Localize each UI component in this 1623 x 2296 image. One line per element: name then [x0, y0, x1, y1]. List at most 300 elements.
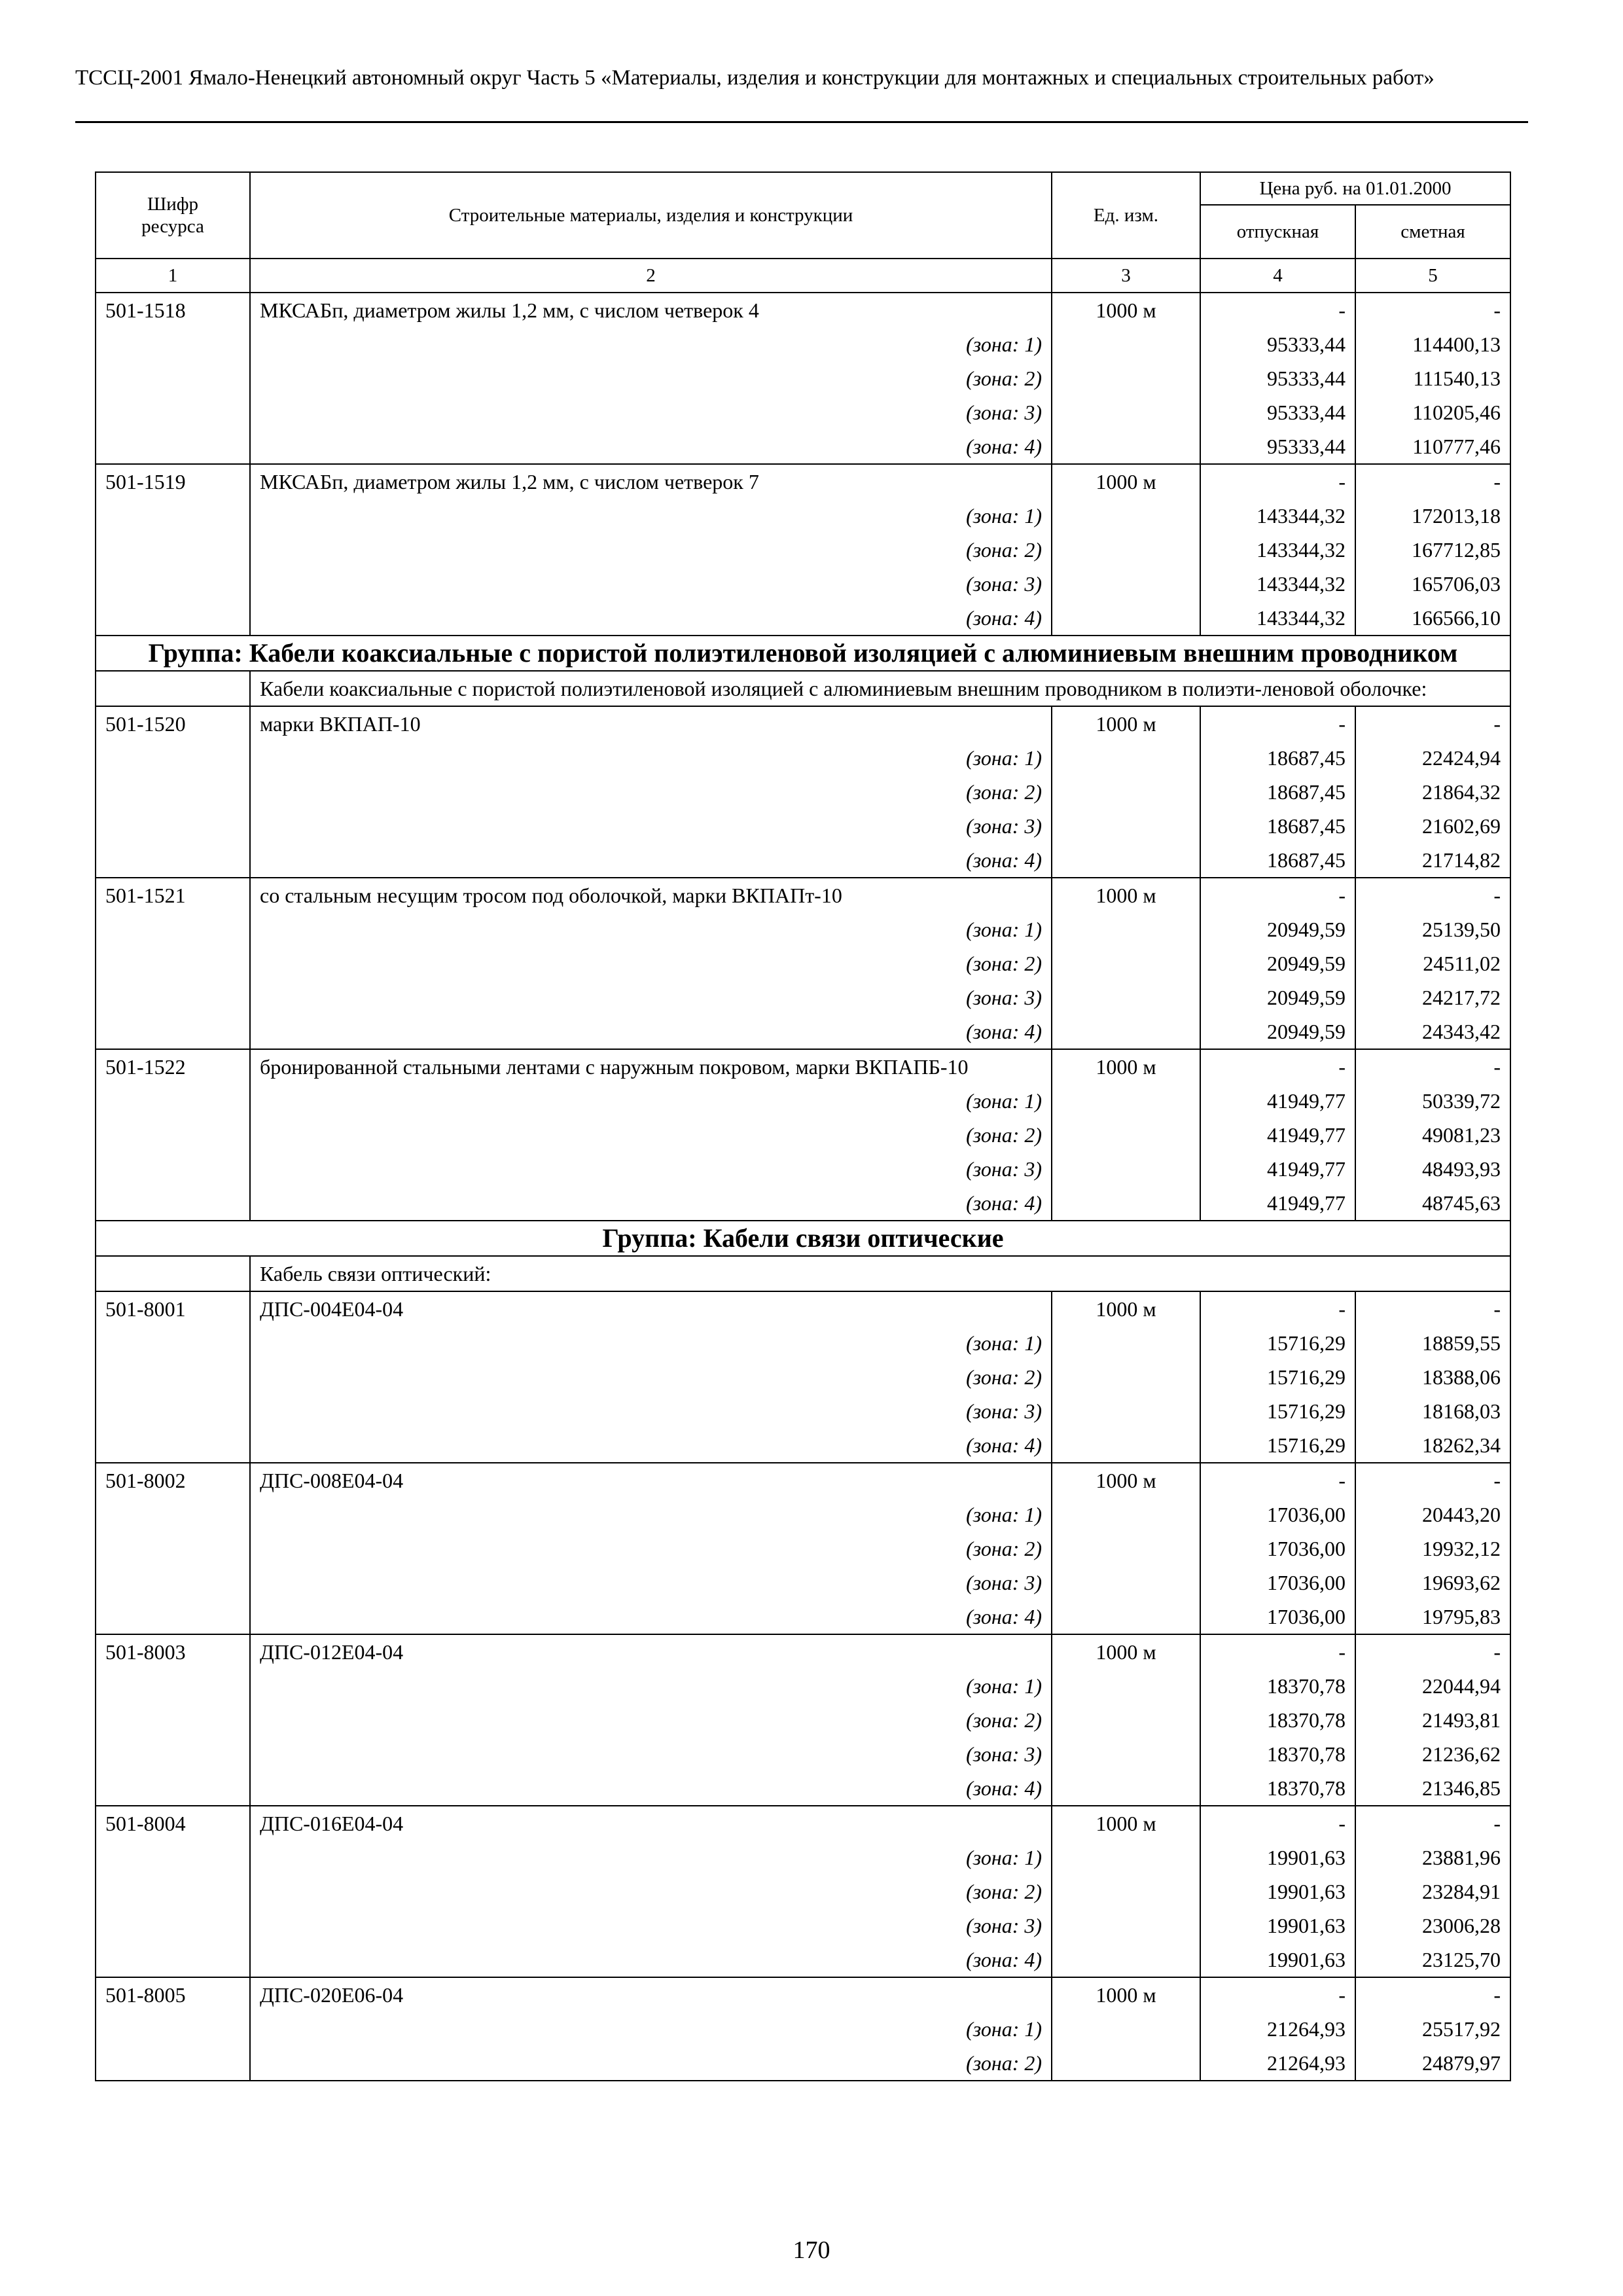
release-price: 17036,00: [1200, 1600, 1355, 1634]
col-header-estimate: сметная: [1355, 205, 1510, 259]
unit-cell: 1000 м: [1052, 1291, 1200, 1326]
estimate-price: 114400,13: [1355, 327, 1510, 361]
release-price: 15716,29: [1200, 1326, 1355, 1360]
code-cell: [96, 741, 250, 775]
code-cell: [96, 809, 250, 843]
group-description-row: [96, 671, 1510, 706]
zone-label: (зона: 4): [250, 429, 1052, 464]
zone-row: [96, 533, 1510, 567]
release-price: 17036,00: [1200, 1532, 1355, 1566]
zone-label: (зона: 1): [250, 741, 1052, 775]
unit-cell: 1000 м: [1052, 878, 1200, 912]
zone-label: (зона: 1): [250, 912, 1052, 946]
resource-name: ДПС-020Е06-04: [250, 1977, 1052, 2012]
zone-label: (зона: 2): [250, 1360, 1052, 1394]
col-number: 2: [250, 259, 1052, 293]
release-price: 15716,29: [1200, 1394, 1355, 1428]
release-price: 41949,77: [1200, 1186, 1355, 1221]
code-cell: [96, 1840, 250, 1874]
zone-label: (зона: 4): [250, 601, 1052, 636]
code-cell: [96, 1152, 250, 1186]
unit-cell: [1052, 809, 1200, 843]
zone-row: [96, 1118, 1510, 1152]
unit-cell: 1000 м: [1052, 1049, 1200, 1084]
resource-code: 501-1519: [96, 464, 250, 499]
zone-row: [96, 1600, 1510, 1634]
release-price: 17036,00: [1200, 1498, 1355, 1532]
zone-label: (зона: 1): [250, 1326, 1052, 1360]
unit-cell: 1000 м: [1052, 293, 1200, 327]
release-price: -: [1200, 1634, 1355, 1669]
resource-code: 501-8004: [96, 1806, 250, 1840]
zone-row: [96, 1326, 1510, 1360]
code-cell: [96, 980, 250, 1014]
estimate-price: 24879,97: [1355, 2046, 1510, 2081]
group-title: Группа: Кабели коаксиальные с пористой полиэтиленовой изоляцией с алюминиевым внешним проводником: [96, 636, 1510, 671]
release-price: 18687,45: [1200, 775, 1355, 809]
estimate-price: 110777,46: [1355, 429, 1510, 464]
release-price: 18370,78: [1200, 1669, 1355, 1703]
document-header: ТССЦ-2001 Ямало-Ненецкий автономный округ Часть 5 «Материалы, изделия и конструкции для монтажных и специальных строительных работ»: [75, 66, 1435, 90]
estimate-price: 18388,06: [1355, 1360, 1510, 1394]
zone-label: (зона: 4): [250, 1943, 1052, 1977]
zone-row: [96, 1566, 1510, 1600]
table-body: [96, 293, 1510, 2081]
resource-name: со стальным несущим тросом под оболочкой, марки ВКПАПт-10: [250, 878, 1052, 912]
zone-row: [96, 327, 1510, 361]
unit-cell: 1000 м: [1052, 1806, 1200, 1840]
estimate-price: 167712,85: [1355, 533, 1510, 567]
estimate-price: 24511,02: [1355, 946, 1510, 980]
unit-cell: [1052, 1118, 1200, 1152]
zone-row: [96, 1360, 1510, 1394]
zone-label: (зона: 3): [250, 1566, 1052, 1600]
unit-cell: [1052, 1532, 1200, 1566]
release-price: 95333,44: [1200, 327, 1355, 361]
unit-cell: [1052, 567, 1200, 601]
estimate-price: -: [1355, 1463, 1510, 1498]
resource-code: 501-8005: [96, 1977, 250, 2012]
code-cell: [96, 1669, 250, 1703]
code-cell: [96, 1600, 250, 1634]
unit-cell: [1052, 980, 1200, 1014]
code-cell: [96, 1703, 250, 1737]
release-price: 19901,63: [1200, 1874, 1355, 1909]
release-price: 20949,59: [1200, 946, 1355, 980]
resource-row: [96, 1634, 1510, 1669]
estimate-price: 166566,10: [1355, 601, 1510, 636]
code-cell: [96, 2046, 250, 2081]
zone-row: [96, 499, 1510, 533]
zone-label: (зона: 4): [250, 1771, 1052, 1806]
unit-cell: [1052, 2046, 1200, 2081]
unit-cell: [1052, 1566, 1200, 1600]
estimate-price: -: [1355, 1977, 1510, 2012]
code-cell: [96, 1186, 250, 1221]
zone-label: (зона: 2): [250, 1703, 1052, 1737]
estimate-price: 23881,96: [1355, 1840, 1510, 1874]
estimate-price: 21864,32: [1355, 775, 1510, 809]
estimate-price: 18262,34: [1355, 1428, 1510, 1463]
zone-row: [96, 2046, 1510, 2081]
estimate-price: 172013,18: [1355, 499, 1510, 533]
unit-cell: 1000 м: [1052, 1977, 1200, 2012]
zone-row: [96, 601, 1510, 636]
zone-label: (зона: 3): [250, 1394, 1052, 1428]
zone-label: (зона: 1): [250, 499, 1052, 533]
zone-row: [96, 775, 1510, 809]
unit-cell: [1052, 1152, 1200, 1186]
release-price: 15716,29: [1200, 1360, 1355, 1394]
code-cell: [96, 1394, 250, 1428]
release-price: 41949,77: [1200, 1118, 1355, 1152]
code-cell: [96, 775, 250, 809]
unit-cell: [1052, 1703, 1200, 1737]
zone-row: [96, 1909, 1510, 1943]
zone-label: (зона: 4): [250, 1600, 1052, 1634]
unit-cell: [1052, 327, 1200, 361]
unit-cell: 1000 м: [1052, 1463, 1200, 1498]
estimate-price: -: [1355, 1634, 1510, 1669]
code-cell: [96, 327, 250, 361]
resource-row: [96, 1977, 1510, 2012]
zone-label: (зона: 2): [250, 1532, 1052, 1566]
release-price: 95333,44: [1200, 429, 1355, 464]
release-price: 21264,93: [1200, 2012, 1355, 2046]
estimate-price: -: [1355, 1291, 1510, 1326]
release-price: -: [1200, 878, 1355, 912]
code-cell: [96, 1737, 250, 1771]
code-cell: [96, 1532, 250, 1566]
unit-cell: [1052, 1394, 1200, 1428]
code-cell: [96, 1909, 250, 1943]
code-cell: [96, 499, 250, 533]
unit-cell: [1052, 1874, 1200, 1909]
col-header-unit: Ед. изм.: [1052, 172, 1200, 259]
resource-name: МКСАБп, диаметром жилы 1,2 мм, с числом четверок 7: [250, 464, 1052, 499]
estimate-price: 111540,13: [1355, 361, 1510, 395]
release-price: 18687,45: [1200, 809, 1355, 843]
release-price: -: [1200, 1291, 1355, 1326]
code-cell: [96, 912, 250, 946]
release-price: 18370,78: [1200, 1703, 1355, 1737]
zone-row: [96, 1186, 1510, 1221]
unit-cell: [1052, 1669, 1200, 1703]
code-cell: [96, 843, 250, 878]
price-table: [95, 171, 1511, 2081]
estimate-price: 25139,50: [1355, 912, 1510, 946]
zone-label: (зона: 4): [250, 1186, 1052, 1221]
unit-cell: [1052, 1771, 1200, 1806]
estimate-price: 25517,92: [1355, 2012, 1510, 2046]
estimate-price: -: [1355, 706, 1510, 741]
zone-label: (зона: 3): [250, 395, 1052, 429]
unit-cell: [1052, 843, 1200, 878]
col-header-release: отпускная: [1200, 205, 1355, 259]
group-title: Группа: Кабели связи оптические: [96, 1221, 1510, 1256]
estimate-price: 21493,81: [1355, 1703, 1510, 1737]
code-cell: [96, 429, 250, 464]
code-cell: [96, 1118, 250, 1152]
col-header-price: Цена руб. на 01.01.2000: [1200, 172, 1510, 205]
zone-label: (зона: 3): [250, 1152, 1052, 1186]
estimate-price: 18168,03: [1355, 1394, 1510, 1428]
resource-name: ДПС-004Е04-04: [250, 1291, 1052, 1326]
unit-cell: [1052, 601, 1200, 636]
estimate-price: 22044,94: [1355, 1669, 1510, 1703]
zone-label: (зона: 3): [250, 809, 1052, 843]
resource-row: [96, 706, 1510, 741]
estimate-price: 48745,63: [1355, 1186, 1510, 1221]
resource-name: ДПС-008Е04-04: [250, 1463, 1052, 1498]
resource-code: 501-8003: [96, 1634, 250, 1669]
release-price: 17036,00: [1200, 1566, 1355, 1600]
zone-row: [96, 946, 1510, 980]
unit-cell: [1052, 1600, 1200, 1634]
code-cell: [96, 395, 250, 429]
unit-cell: 1000 м: [1052, 706, 1200, 741]
estimate-price: 22424,94: [1355, 741, 1510, 775]
unit-cell: 1000 м: [1052, 464, 1200, 499]
release-price: 20949,59: [1200, 912, 1355, 946]
estimate-price: 110205,46: [1355, 395, 1510, 429]
code-cell: [96, 1014, 250, 1049]
unit-cell: [1052, 775, 1200, 809]
zone-row: [96, 980, 1510, 1014]
zone-label: (зона: 2): [250, 533, 1052, 567]
resource-code: 501-8001: [96, 1291, 250, 1326]
code-cell: [96, 601, 250, 636]
group-header-row: [96, 1221, 1510, 1256]
unit-cell: [1052, 1943, 1200, 1977]
release-price: 19901,63: [1200, 1909, 1355, 1943]
zone-row: [96, 809, 1510, 843]
group-description: Кабели коаксиальные с пористой полиэтиленовой изоляцией с алюминиевым внешним проводником в полиэти-леновой оболочке:: [250, 671, 1510, 706]
zone-label: (зона: 2): [250, 361, 1052, 395]
unit-cell: [1052, 395, 1200, 429]
zone-row: [96, 1394, 1510, 1428]
unit-cell: [1052, 912, 1200, 946]
zone-row: [96, 429, 1510, 464]
estimate-price: -: [1355, 878, 1510, 912]
zone-row: [96, 741, 1510, 775]
release-price: 41949,77: [1200, 1084, 1355, 1118]
resource-name: ДПС-016Е04-04: [250, 1806, 1052, 1840]
code-cell: [96, 1428, 250, 1463]
release-price: 19901,63: [1200, 1943, 1355, 1977]
release-price: 18687,45: [1200, 843, 1355, 878]
estimate-price: 21714,82: [1355, 843, 1510, 878]
page-number: 170: [793, 2236, 830, 2264]
estimate-price: 18859,55: [1355, 1326, 1510, 1360]
zone-row: [96, 1498, 1510, 1532]
estimate-price: 23284,91: [1355, 1874, 1510, 1909]
zone-label: (зона: 3): [250, 567, 1052, 601]
zone-label: (зона: 2): [250, 946, 1052, 980]
zone-label: (зона: 2): [250, 1874, 1052, 1909]
col-header-name: Строительные материалы, изделия и конструкции: [250, 172, 1052, 259]
release-price: -: [1200, 293, 1355, 327]
unit-cell: [1052, 1326, 1200, 1360]
zone-label: (зона: 1): [250, 1840, 1052, 1874]
zone-label: (зона: 2): [250, 775, 1052, 809]
group-description-row: [96, 1256, 1510, 1291]
release-price: 20949,59: [1200, 980, 1355, 1014]
code-cell: [96, 1360, 250, 1394]
unit-cell: [1052, 429, 1200, 464]
unit-cell: 1000 м: [1052, 1634, 1200, 1669]
release-price: -: [1200, 706, 1355, 741]
zone-label: (зона: 3): [250, 1909, 1052, 1943]
release-price: -: [1200, 1463, 1355, 1498]
unit-cell: [1052, 946, 1200, 980]
estimate-price: 19795,83: [1355, 1600, 1510, 1634]
zone-row: [96, 1703, 1510, 1737]
unit-cell: [1052, 1186, 1200, 1221]
release-price: 95333,44: [1200, 395, 1355, 429]
unit-cell: [1052, 1909, 1200, 1943]
zone-row: [96, 1669, 1510, 1703]
code-cell: [96, 946, 250, 980]
estimate-price: 23006,28: [1355, 1909, 1510, 1943]
unit-cell: [1052, 1840, 1200, 1874]
zone-row: [96, 912, 1510, 946]
unit-cell: [1052, 533, 1200, 567]
release-price: 143344,32: [1200, 499, 1355, 533]
unit-cell: [1052, 741, 1200, 775]
unit-cell: [1052, 1360, 1200, 1394]
release-price: 18687,45: [1200, 741, 1355, 775]
col-number: 3: [1052, 259, 1200, 293]
zone-row: [96, 361, 1510, 395]
release-price: 19901,63: [1200, 1840, 1355, 1874]
estimate-price: 50339,72: [1355, 1084, 1510, 1118]
resource-row: [96, 878, 1510, 912]
estimate-price: 24217,72: [1355, 980, 1510, 1014]
resource-code: 501-1518: [96, 293, 250, 327]
estimate-price: -: [1355, 293, 1510, 327]
release-price: -: [1200, 464, 1355, 499]
unit-cell: [1052, 1084, 1200, 1118]
release-price: -: [1200, 1049, 1355, 1084]
release-price: -: [1200, 1806, 1355, 1840]
release-price: 21264,93: [1200, 2046, 1355, 2081]
code-cell: [96, 567, 250, 601]
col-number: 5: [1355, 259, 1510, 293]
zone-row: [96, 1737, 1510, 1771]
estimate-price: -: [1355, 1049, 1510, 1084]
zone-label: (зона: 1): [250, 1498, 1052, 1532]
code-cell: [96, 1566, 250, 1600]
estimate-price: 48493,93: [1355, 1152, 1510, 1186]
zone-row: [96, 843, 1510, 878]
estimate-price: -: [1355, 464, 1510, 499]
estimate-price: 21346,85: [1355, 1771, 1510, 1806]
estimate-price: 21602,69: [1355, 809, 1510, 843]
zone-label: (зона: 4): [250, 843, 1052, 878]
release-price: 143344,32: [1200, 567, 1355, 601]
release-price: -: [1200, 1977, 1355, 2012]
zone-label: (зона: 3): [250, 1737, 1052, 1771]
zone-row: [96, 1152, 1510, 1186]
unit-cell: [1052, 2012, 1200, 2046]
resource-name: марки ВКПАП-10: [250, 706, 1052, 741]
resource-row: [96, 464, 1510, 499]
unit-cell: [1052, 1428, 1200, 1463]
resource-code: 501-1520: [96, 706, 250, 741]
unit-cell: [1052, 361, 1200, 395]
zone-label: (зона: 4): [250, 1428, 1052, 1463]
zone-label: (зона: 1): [250, 2012, 1052, 2046]
header-divider: [75, 121, 1528, 123]
unit-cell: [1052, 1737, 1200, 1771]
code-cell: [96, 2012, 250, 2046]
resource-row: [96, 1806, 1510, 1840]
zone-label: (зона: 3): [250, 980, 1052, 1014]
group-description: Кабель связи оптический:: [250, 1256, 1510, 1291]
estimate-price: 24343,42: [1355, 1014, 1510, 1049]
code-cell: [96, 1326, 250, 1360]
zone-row: [96, 1943, 1510, 1977]
code-cell: [96, 1498, 250, 1532]
col-number: 1: [96, 259, 250, 293]
resource-row: [96, 293, 1510, 327]
unit-cell: [1052, 499, 1200, 533]
resource-name: МКСАБп, диаметром жилы 1,2 мм, с числом четверок 4: [250, 293, 1052, 327]
zone-row: [96, 1428, 1510, 1463]
zone-row: [96, 1874, 1510, 1909]
estimate-price: 19693,62: [1355, 1566, 1510, 1600]
code-cell: [96, 1084, 250, 1118]
resource-row: [96, 1291, 1510, 1326]
zone-row: [96, 395, 1510, 429]
zone-row: [96, 1532, 1510, 1566]
release-price: 18370,78: [1200, 1771, 1355, 1806]
estimate-price: 21236,62: [1355, 1737, 1510, 1771]
resource-code: 501-1522: [96, 1049, 250, 1084]
resource-name: ДПС-012Е04-04: [250, 1634, 1052, 1669]
estimate-price: 19932,12: [1355, 1532, 1510, 1566]
resource-row: [96, 1463, 1510, 1498]
zone-row: [96, 1014, 1510, 1049]
release-price: 18370,78: [1200, 1737, 1355, 1771]
resource-code: 501-8002: [96, 1463, 250, 1498]
resource-row: [96, 1049, 1510, 1084]
zone-row: [96, 1771, 1510, 1806]
col-number: 4: [1200, 259, 1355, 293]
code-cell: [96, 1771, 250, 1806]
estimate-price: 165706,03: [1355, 567, 1510, 601]
estimate-price: 49081,23: [1355, 1118, 1510, 1152]
code-cell: [96, 361, 250, 395]
zone-label: (зона: 4): [250, 1014, 1052, 1049]
code-cell: [96, 533, 250, 567]
resource-name: бронированной стальными лентами с наружным покровом, марки ВКПАПБ-10: [250, 1049, 1052, 1084]
zone-label: (зона: 2): [250, 1118, 1052, 1152]
estimate-price: -: [1355, 1806, 1510, 1840]
estimate-price: 20443,20: [1355, 1498, 1510, 1532]
zone-row: [96, 567, 1510, 601]
unit-cell: [1052, 1498, 1200, 1532]
code-cell: [96, 671, 250, 706]
estimate-price: 23125,70: [1355, 1943, 1510, 1977]
zone-label: (зона: 1): [250, 327, 1052, 361]
release-price: 41949,77: [1200, 1152, 1355, 1186]
zone-row: [96, 2012, 1510, 2046]
release-price: 143344,32: [1200, 533, 1355, 567]
resource-code: 501-1521: [96, 878, 250, 912]
unit-cell: [1052, 1014, 1200, 1049]
